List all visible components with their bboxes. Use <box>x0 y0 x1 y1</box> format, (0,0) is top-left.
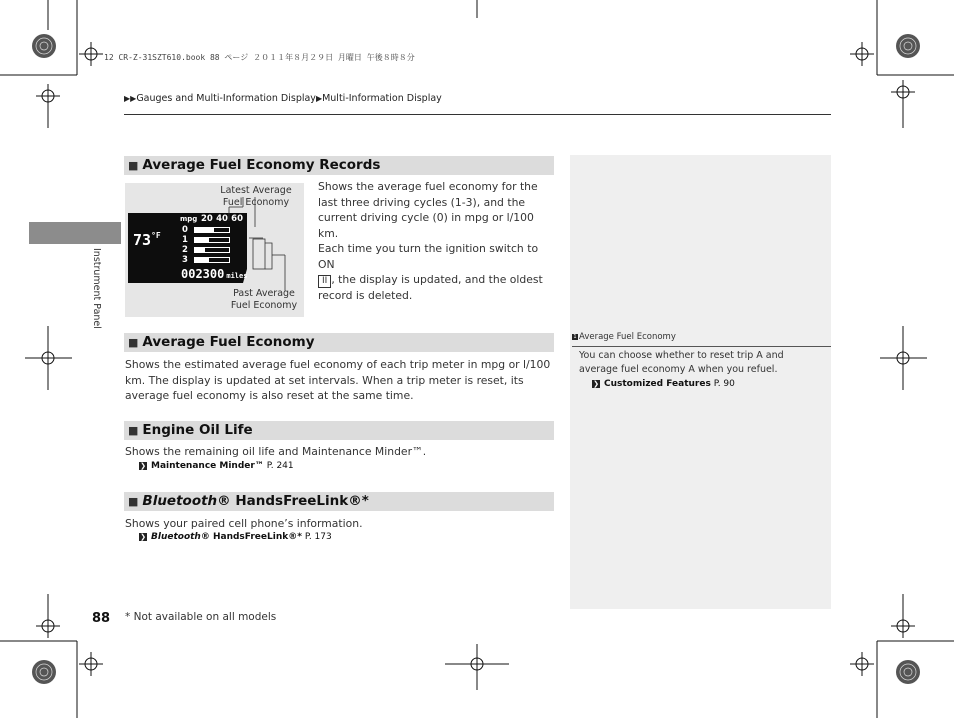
handsfreelink-text: Shows your paired cell phone’s information. <box>125 517 363 530</box>
breadcrumb-level1[interactable]: Gauges and Multi-Information Display <box>136 93 316 104</box>
fuel-bar-track <box>194 237 230 243</box>
scale-tick: 40 <box>216 214 228 224</box>
fuel-row <box>182 255 242 265</box>
fuel-row <box>182 225 242 235</box>
avg-fuel-records-text1: Shows the average fuel economy for the last three driving cycles (1-3), and the current driving cycle (0) in mpg or l/100 km. <box>318 180 538 240</box>
note-marker-icon: 1 <box>573 333 577 340</box>
label-past-average: Past Average Fuel Economy <box>230 288 298 311</box>
xref-customized-features[interactable]: ❯ Customized Features P. 90 <box>593 379 735 389</box>
square-bullet-icon: ■ <box>128 424 139 437</box>
header-rule <box>124 114 831 115</box>
breadcrumb <box>124 93 442 104</box>
scale-tick: 60 <box>231 214 243 224</box>
breadcrumb-arrow-icon: ▶ <box>315 94 323 103</box>
note-text: You can choose whether to reset trip A and average fuel economy A when you refuel. <box>579 350 784 375</box>
fuel-row-label: 0 <box>182 225 188 235</box>
xref-arrow-icon: ❯ <box>140 532 146 541</box>
fuel-row-label: 1 <box>182 235 188 245</box>
side-tab-label: Instrument Panel <box>91 248 102 329</box>
side-tab-marker <box>29 222 121 244</box>
xref-handsfreelink[interactable]: ❯ Bluetooth® HandsFreeLink®* P. 173 <box>140 532 332 542</box>
breadcrumb-level2[interactable]: Multi-Information Display <box>322 93 442 104</box>
fuel-bar <box>195 248 205 252</box>
note-body <box>579 349 824 391</box>
print-header: 12 CR-Z-31SZT610.book 88 ページ ２０１１年８月２９日 月曜日 午後８時８分 <box>104 53 415 62</box>
fuel-bar <box>195 258 209 262</box>
fuel-row-label: 2 <box>182 245 188 255</box>
fuel-bar-track <box>194 247 230 253</box>
note-heading: 1 Average Fuel Economy <box>573 332 676 342</box>
fuel-bar-track <box>194 227 230 233</box>
fuel-row <box>182 245 242 255</box>
fuel-bar-track <box>194 257 230 263</box>
square-bullet-icon: ■ <box>128 159 139 172</box>
oil-life-text: Shows the remaining oil life and Maintenance Minder™. <box>125 445 427 458</box>
temperature-readout: $73^{^\circ F}$ <box>133 231 161 249</box>
section-heading-oil-life: ■ Engine Oil Life <box>124 421 554 440</box>
breadcrumb-arrow-icon: ▶▶ <box>124 94 137 103</box>
xref-arrow-icon: ❯ <box>593 379 599 388</box>
square-bullet-icon: ■ <box>128 336 139 349</box>
fuel-bar <box>195 228 214 232</box>
scale-tick: 20 <box>201 214 213 224</box>
avg-fuel-records-text2: Each time you turn the ignition switch to ON II , the display is updated, and the oldest record is deleted. <box>318 242 543 302</box>
scale-labels <box>201 214 243 224</box>
section-heading-handsfreelink: ■ Bluetooth® HandsFreeLink®* <box>124 492 554 511</box>
page-number: 88 <box>92 611 111 626</box>
section-heading-avg-fuel: ■ Average Fuel Economy <box>124 333 554 352</box>
fuel-bar <box>195 238 209 242</box>
xref-arrow-icon: ❯ <box>140 461 146 470</box>
fuel-row <box>182 235 242 245</box>
section-heading-avg-fuel-records: ■ Average Fuel Economy Records <box>124 156 554 175</box>
fuel-economy-rows <box>182 225 242 265</box>
label-latest-average: Latest Average Fuel Economy <box>220 185 292 208</box>
square-bullet-icon: ■ <box>128 495 139 508</box>
xref-maintenance-minder[interactable]: ❯ Maintenance Minder™ P. 241 <box>140 461 294 471</box>
fuel-economy-figure <box>125 183 304 317</box>
footnote: * Not available on all models <box>125 611 277 623</box>
odometer-readout: 002300 miles <box>181 267 248 281</box>
ignition-on-icon: II <box>318 275 331 288</box>
note-rule <box>572 346 831 347</box>
unit-label: mpg <box>180 215 198 223</box>
avg-fuel-text: Shows the estimated average fuel economy of each trip meter in mpg or l/100 km. The display is updated at set intervals. When a trip meter is reset, its average fuel economy is also reset at the same time. <box>125 358 551 402</box>
fuel-row-label: 3 <box>182 255 188 265</box>
